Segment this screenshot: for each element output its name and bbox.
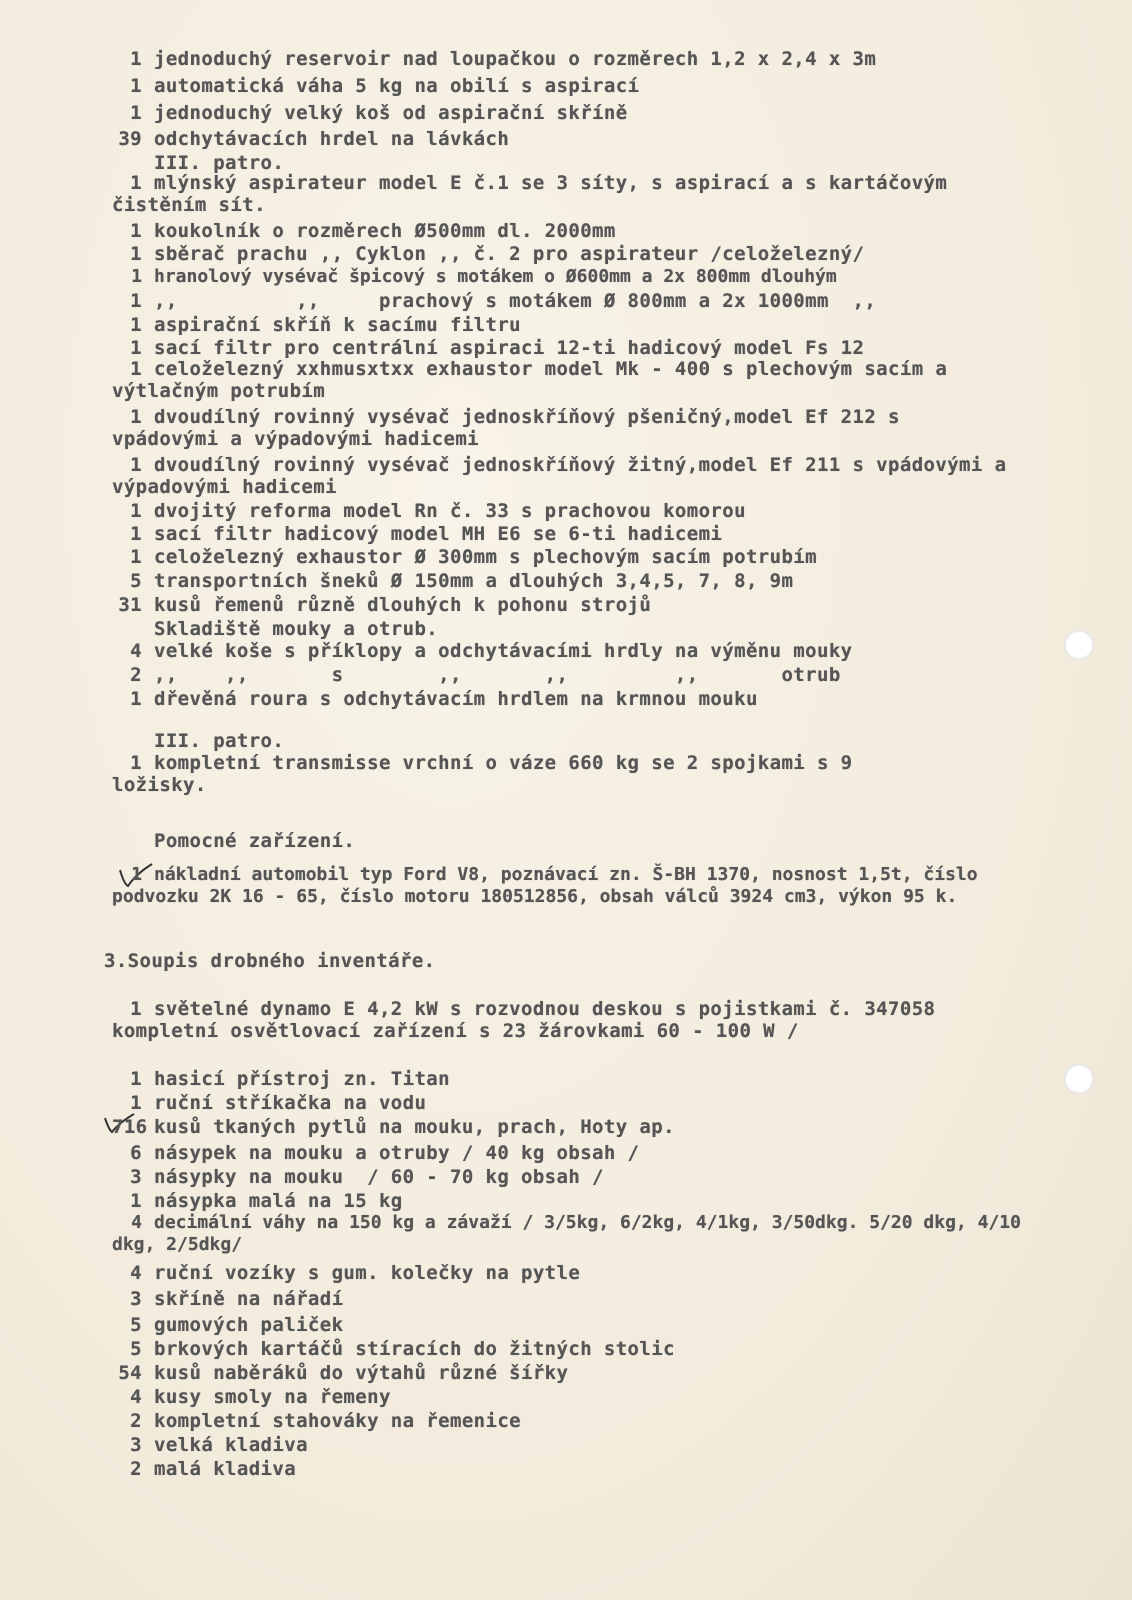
inventory-line: 5 brkových kartáčů stíracích do žitných stolic [130,1338,675,1360]
inventory-line: 4 ruční vozíky s gum. kolečky na pytle [130,1262,581,1284]
inventory-line: 1 dvoudílný rovinný vysévač jednoskříňový pšeničný,model Ef 212 s vpádovými a výpadovými hadicemi [112,406,900,450]
inventory-line: 4 kusy smoly na řemeny [130,1386,391,1408]
inventory-line: 1 koukolník o rozměrech Ø500mm dl. 2000mm [130,220,616,242]
inventory-line: 1 násypka malá na 15 kg [130,1190,403,1212]
inventory-line: 1 hasicí přístroj zn. Titan [130,1068,450,1090]
inventory-line: 716 kusů tkaných pytlů na mouku, prach, Hoty ap. [112,1116,675,1138]
inventory-line: 1 mlýnský aspirateur model E č.1 se 3 síty, s aspirací a s kartáčovým čistěním sít. [112,172,948,216]
inventory-line: 1 nákladní automobil typ Ford V8, poznávací zn. Š-BH 1370, nosnost 1,5t, číslo podvozku 2K 16 - 65, číslo motoru 180512856, obsah válců 3924 cm3, výkon 95 k. [112,864,978,907]
inventory-line: 1 jednoduchý reservoir nad loupačkou o rozměrech 1,2 x 2,4 x 3m [130,48,877,70]
inventory-line: 1 dřevěná roura s odchytávacím hrdlem na krmnou mouku [130,688,758,710]
section-heading: 3.Soupis drobného inventáře. [104,950,436,972]
inventory-line: 1 celoželezný xxhmusxtxx exhaustor model Mk - 400 s plechovým sacím a výtlačným potrubím [112,358,948,402]
inventory-line: 2 kompletní stahováky na řemenice [130,1410,522,1432]
section-heading: Skladiště mouky a otrub. [154,618,439,640]
inventory-line: 1 sběrač prachu ,, Cyklon ,, č. 2 pro aspirateur /celoželezný/ [130,243,865,265]
inventory-line: 1 ,, ,, prachový s motákem Ø 800mm a 2x 1000mm ,, [130,290,877,312]
section-heading: Pomocné zařízení. [154,830,356,852]
inventory-line: 1 kompletní transmisse vrchní o váze 660 kg se 2 spojkami s 9 ložisky. [112,752,853,796]
inventory-line: 1 aspirační skříň k sacímu filtru [130,314,522,336]
section-heading: III. patro. [154,152,285,174]
inventory-line: 1 sací filtr hadicový model MH E6 se 6-ti hadicemi [130,523,723,545]
inventory-line: 1 dvoudílný rovinný vysévač jednoskříňový žitný,model Ef 211 s vpádovými a výpadovými hadicemi [112,454,1007,498]
inventory-line: 1 sací filtr pro centrální aspiraci 12-ti hadicový model Fs 12 [130,337,865,359]
inventory-line: 4 velké koše s příklopy a odchytávacími hrdly na výměnu mouky [130,640,853,662]
inventory-line: 3 násypky na mouku / 60 - 70 kg obsah / [130,1166,604,1188]
inventory-line: 4 decimální váhy na 150 kg a závaží / 3/5kg, 6/2kg, 4/1kg, 3/50dkg. 5/20 dkg, 4/10 dkg, 2/5dkg/ [112,1212,1021,1255]
inventory-line: 5 transportních šneků Ø 150mm a dlouhých 3,4,5, 7, 8, 9m [130,570,794,592]
inventory-line: 54 kusů naběráků do výtahů různé šířky [118,1362,569,1384]
inventory-line: 3 velká kladiva [130,1434,308,1456]
inventory-line: 1 hranolový vysévač špicový s motákem o Ø600mm a 2x 800mm dlouhým [131,266,837,287]
inventory-line: 1 světelné dynamo E 4,2 kW s rozvodnou deskou s pojistkami č. 347058 kompletní osvětlovací zařízení s 23 žárovkami 60 - 100 W / [112,998,936,1042]
inventory-line: 1 automatická váha 5 kg na obilí s aspirací [130,75,640,97]
inventory-line: 2 ,, ,, s ,, ,, ,, otrub [130,664,841,686]
punch-hole-top [1064,630,1094,660]
inventory-line: 39 odchytávacích hrdel na lávkách [118,128,510,150]
inventory-line: 1 ruční stříkačka na vodu [130,1092,427,1114]
punch-hole-bottom [1064,1064,1094,1094]
inventory-line: 6 násypek na mouku a otruby / 40 kg obsah / [130,1142,640,1164]
inventory-line: 1 dvojitý reforma model Rn č. 33 s prachovou komorou [130,500,746,522]
inventory-line: 1 jednoduchý velký koš od aspirační skříně [130,102,628,124]
inventory-line: 1 celoželezný exhaustor Ø 300mm s plechovým sacím potrubím [130,546,817,568]
inventory-line: 2 malá kladiva [130,1458,297,1480]
inventory-line: 31 kusů řemenů různě dlouhých k pohonu strojů [118,594,652,616]
inventory-line: 5 gumových paliček [130,1314,344,1336]
section-heading: III. patro. [154,730,285,752]
inventory-line: 3 skříně na nářadí [130,1288,344,1310]
